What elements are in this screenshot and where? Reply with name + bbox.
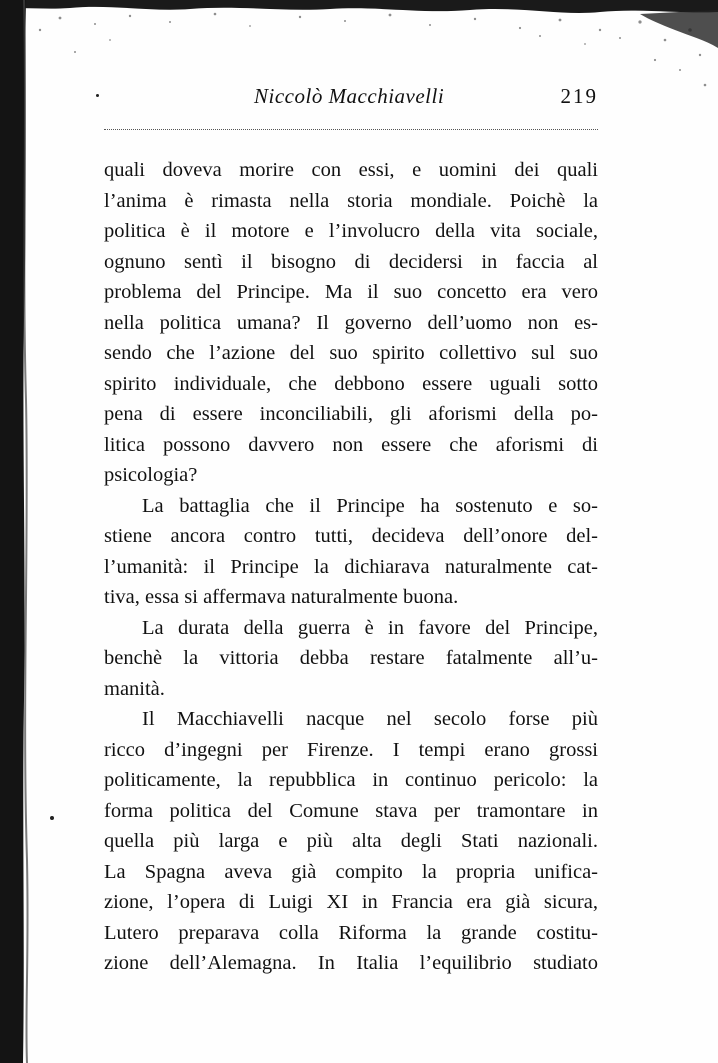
text-line: La Spagna aveva già compito la propria unifica- — [104, 860, 598, 883]
text-line: Il Macchiavelli nacque nel secolo forse più — [142, 708, 598, 730]
page-number: 219 — [560, 84, 598, 108]
text-line: psicologia? — [104, 464, 198, 486]
text-line: litica possono davvero non essere che aforismi di — [104, 433, 598, 456]
text-line: politica è il motore e l’involucro della vita sociale, — [104, 220, 598, 242]
text-line: La durata della guerra è in favore del Principe, — [142, 616, 598, 639]
text-line: La battaglia che il Principe ha sostenuto e so- — [142, 494, 598, 517]
body-text — [104, 155, 598, 979]
text-line: Lutero preparava colla Riforma la grande costitu- — [104, 921, 598, 944]
text-line: problema del Principe. Ma il suo concetto era vero — [104, 281, 598, 303]
header-divider — [104, 129, 598, 130]
text-line: manità. — [104, 677, 165, 700]
running-title: Niccolò Macchiavelli — [254, 84, 445, 108]
text-line: quali doveva morire con essi, e uomini dei quali — [104, 159, 598, 181]
text-line: sendo che l’azione del suo spirito collettivo sul suo — [104, 342, 598, 364]
text-line: pena di essere inconciliabili, gli aforismi della po- — [104, 403, 598, 425]
text-line: l’umanità: il Principe la dichiarava naturalmente cat- — [104, 555, 598, 578]
text-line: benchè la vittoria debba restare fatalmente all’u- — [104, 647, 598, 669]
text-line: stiene ancora contro tutti, decideva dell’onore del- — [104, 525, 598, 547]
text-line: nella politica umana? Il governo dell’uomo non es- — [104, 311, 598, 334]
text-line: spirito individuale, che debbono essere uguali sotto — [104, 372, 598, 395]
text-line: ricco d’ingegni per Firenze. I tempi erano grossi — [104, 738, 598, 761]
text-line: politicamente, la repubblica in continuo pericolo: la — [104, 769, 598, 791]
ink-speck — [50, 816, 54, 820]
page-header — [104, 78, 598, 114]
text-line: tiva, essa si affermava naturalmente buona. — [104, 586, 459, 608]
ink-speck — [96, 94, 99, 97]
text-line: ognuno sentì il bisogno di decidersi in faccia al — [104, 250, 598, 273]
text-line: forma politica del Comune stava per tramontare in — [104, 799, 598, 822]
text-line: zione, l’opera di Luigi XI in Francia era già sicura, — [104, 891, 598, 913]
text-line: quella più larga e più alta degli Stati nazionali. — [104, 830, 598, 852]
text-line: zione dell’Alemagna. In Italia l’equilibrio studiato — [104, 952, 598, 974]
scan-binding-edge — [0, 0, 30, 1063]
text-line: l’anima è rimasta nella storia mondiale. Poichè la — [104, 189, 598, 212]
